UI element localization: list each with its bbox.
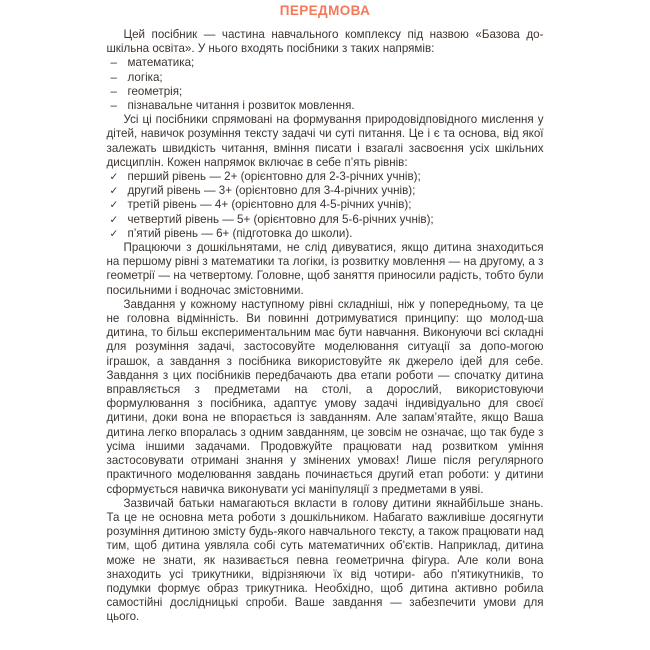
list-item-label: логіка;	[127, 70, 163, 84]
list-item	[107, 213, 544, 227]
list-item-label: пізнавальне читання і розвиток мовлення.	[127, 99, 355, 113]
dash-icon: –	[110, 56, 117, 70]
list-item	[107, 85, 544, 99]
subject-list	[107, 56, 544, 113]
document-body	[107, 19, 544, 625]
dash-icon: –	[110, 84, 117, 98]
list-item-label: перший рівень — 2+ (орієнтовно для 2-3-річних учнів);	[127, 170, 421, 184]
checkmark-icon: ✓	[109, 213, 119, 226]
list-item-label: геометрія;	[127, 84, 183, 98]
list-item	[107, 184, 544, 198]
checkmark-icon: ✓	[109, 185, 119, 198]
intro-paragraph: Цей посібник — частина навчального комплексу під назвою «Базова до-шкільна освіта». У нього входять посібники з таких напрямів:	[106, 28, 544, 56]
list-item-label: третій рівень — 4+ (орієнтовно для 4-5-річних учнів);	[127, 198, 412, 212]
checkmark-icon: ✓	[109, 227, 119, 240]
list-item-label: п’ятий рівень — 6+ (підготовка до школи).	[127, 226, 353, 240]
list-item	[107, 99, 544, 113]
purpose-paragraph: Усі ці посібники спрямовані на формування природовідповідного мислення у дітей, навичок розуміння тексту задачі чи суті питання. Це і є та основа, від якої залежать швидкість читання, вміння писати і взагалі засвоєння усіх шкільних дисциплін. Кожен напрямок включає в себе п’ять рівнів:	[106, 113, 544, 169]
list-item	[107, 56, 544, 70]
levels-note-paragraph: Працюючи з дошкільнятами, не слід дивуватися, якщо дитина знаходиться на першому рівні з математики та логіки, із розвитку мовлення — на другому, а з геометрії — на четвертому. Головне, щоб заняття приносили радість, тобто були посильними і водночас змістовними.	[106, 241, 544, 297]
dash-icon: –	[110, 99, 117, 113]
list-item-label: четвертий рівень — 5+ (орієнтовно для 5-6-річних учнів);	[127, 212, 434, 226]
parents-paragraph: Зазвичай батьки намагаються вкласти в голову дитини якнайбільше знань. Та це не основна мета роботи з дошкільником. Набагато важливіше досягнути розуміння дитиною змісту будь-якого навчального тексту, а також працювати над тим, щоб дитина уявляла собі суть математичних об'єктів. Наприклад, дитина може не знати, як називається певна геометрична фігура. Але коли вона знаходить усі трикутники, відрізняючи їх від чотири- або п'ятикутників, то подумки формує образ трикутника. Необхідно, щоб дитина активно робила самостійні дослідницькі спроби. Ваше завдання — забезпечити умови для цього.	[106, 496, 544, 624]
list-item	[107, 198, 544, 212]
difficulty-paragraph: Завдання у кожному наступному рівні складніші, ніж у попередньому, та це не головна відмінність. Ви повинні дотримуватися принципу: що молод-ша дитина, то більш експериментальним має бути навчання. Виконуючи всі складні для розуміння задачі, застосовуйте моделювання ситуації за допо-могою іграшок, а завдання з посібника використовуйте як джерело ідей для себе. Завдання з цих посібників передбачають два етапи роботи — спочатку дитина вправляється з предметами на столі, а дорослий, використовуючи формулювання з посібника, адаптує умову задачі індивідуально для своєї дитини, доки вона не впорається із завданням. Але запам’ятайте, якщо Ваша дитина легко впоралась з одним завданням, це зовсім не означає, що так буде з усіма іншими задачами. Продовжуйте працювати над розвитком уміння застосовувати отримані знання у змінених умовах! Лише після регулярного практичного моделювання завдань починається другий етап роботи: у дитини сформується навичка виконувати усі маніпуляції з предметами в уяві.	[106, 297, 544, 496]
list-item	[107, 71, 544, 85]
page-title: ПЕРЕДМОВА	[279, 3, 371, 18]
list-item-label: другий рівень — 3+ (орієнтовно для 3-4-річних учнів);	[127, 184, 416, 198]
checkmark-icon: ✓	[109, 171, 119, 184]
list-item	[107, 227, 544, 241]
dash-icon: –	[110, 70, 117, 84]
levels-list	[107, 170, 544, 241]
checkmark-icon: ✓	[109, 199, 119, 212]
list-item	[107, 170, 544, 184]
list-item-label: математика;	[127, 56, 195, 70]
